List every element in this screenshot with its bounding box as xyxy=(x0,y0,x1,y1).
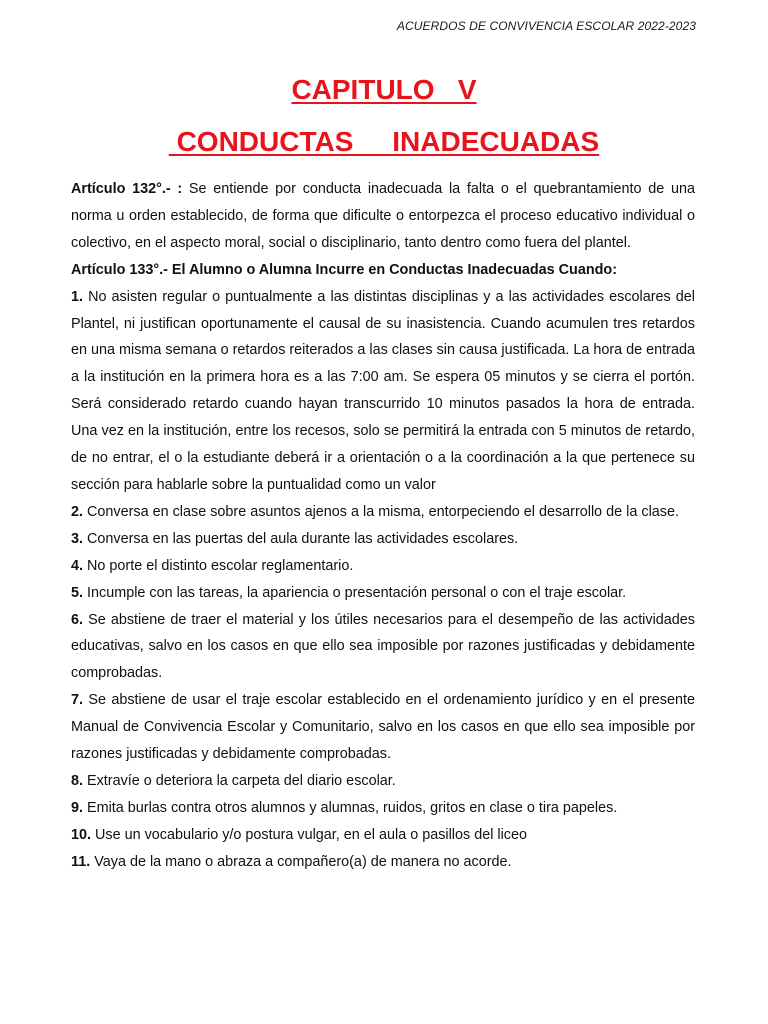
item-text: Se abstiene de usar el traje escolar establecido en el ordenamiento jurídico y en el presente Manual de Convivencia Escolar y Comunitario, salvo en los casos en que ello sea imposible por razones justificadas y debidamente comprobadas. xyxy=(71,692,695,763)
item-number: 5. xyxy=(71,584,84,601)
article-133-heading-text: Artículo 133°.- El Alumno o Alumna Incurre en Conductas Inadecuadas Cuando: xyxy=(71,261,618,278)
item-text: Se abstiene de traer el material y los útiles necesarios para el desempeño de las actividades educativas, salvo en los casos en que ello sea imposible por razones justificadas y debidamente comprobadas. xyxy=(71,611,695,682)
document-body xyxy=(71,176,695,876)
item-text: No asisten regular o puntualmente a las distintas disciplinas y a las actividades escolares del Plantel, ni justifican oportunamente el causal de su inasistencia. Cuando acumulen tres retardos en una misma semana o retardos reiterados a las clases sin causa justificada. La hora de entrada a la institución en la primera hora es a las 7:00 am. Se espera 05 minutos y se cierra el portón. Será considerado retardo cuando hayan transcurrido 10 minutos pasados la hora de entrada. Una vez en la institución, entre los recesos, solo se permitirá la entrada con 5 minutos de retardo, de no entrar, el o la estudiante deberá ir a orientación o a la coordinación a la que pertenece su sección para hablarle sobre la puntualidad como un valor xyxy=(71,288,695,493)
chapter-title: CAPITULO V xyxy=(291,74,477,105)
list-item xyxy=(71,687,695,768)
item-number: 8. xyxy=(71,772,84,789)
item-number: 1. xyxy=(71,288,84,305)
running-header: ACUERDOS DE CONVIVENCIA ESCOLAR 2022-2023 xyxy=(396,19,696,33)
list-item xyxy=(71,284,695,499)
list-item xyxy=(71,768,695,795)
section-title: CONDUCTAS INADECUADAS xyxy=(168,126,600,157)
item-number: 6. xyxy=(71,611,84,628)
article-132-text: Se entiende por conducta inadecuada la falta o el quebrantamiento de una norma u orden establecido, de forma que dificulte o entorpezca el proceso educativo individual o colectivo, en el aspecto moral, social o disciplinario, tanto dentro como fuera del plantel. xyxy=(71,181,695,251)
item-number: 10. xyxy=(71,826,92,843)
item-number: 4. xyxy=(71,557,84,574)
list-item xyxy=(71,553,695,580)
item-text: Conversa en las puertas del aula durante las actividades escolares. xyxy=(83,530,519,547)
item-number: 3. xyxy=(71,530,84,547)
item-number: 11. xyxy=(71,853,91,870)
item-text: Emita burlas contra otros alumnos y alumnas, ruidos, gritos en clase o tira papeles. xyxy=(83,799,618,816)
article-132 xyxy=(71,176,695,257)
list-item xyxy=(71,607,695,688)
item-number: 9. xyxy=(71,799,84,816)
item-text: Vaya de la mano o abraza a compañero(a) de manera no acorde. xyxy=(90,853,512,870)
item-text: Use un vocabulario y/o postura vulgar, en el aula o pasillos del liceo xyxy=(91,826,527,843)
item-text: Extravíe o deteriora la carpeta del diario escolar. xyxy=(83,772,396,789)
item-text: Incumple con las tareas, la apariencia o presentación personal o con el traje escolar. xyxy=(83,584,627,601)
list-item xyxy=(71,849,695,876)
item-number: 7. xyxy=(71,692,84,709)
item-text: Conversa en clase sobre asuntos ajenos a la misma, entorpeciendo el desarrollo de la clase. xyxy=(83,503,679,520)
list-item xyxy=(71,580,695,607)
list-item xyxy=(71,526,695,553)
list-item xyxy=(71,822,695,849)
list-item xyxy=(71,499,695,526)
item-text: No porte el distinto escolar reglamentario. xyxy=(83,557,354,574)
list-item xyxy=(71,795,695,822)
article-132-label: Artículo 132°.- : xyxy=(71,181,183,197)
article-133-heading xyxy=(71,257,695,284)
item-number: 2. xyxy=(71,503,84,520)
